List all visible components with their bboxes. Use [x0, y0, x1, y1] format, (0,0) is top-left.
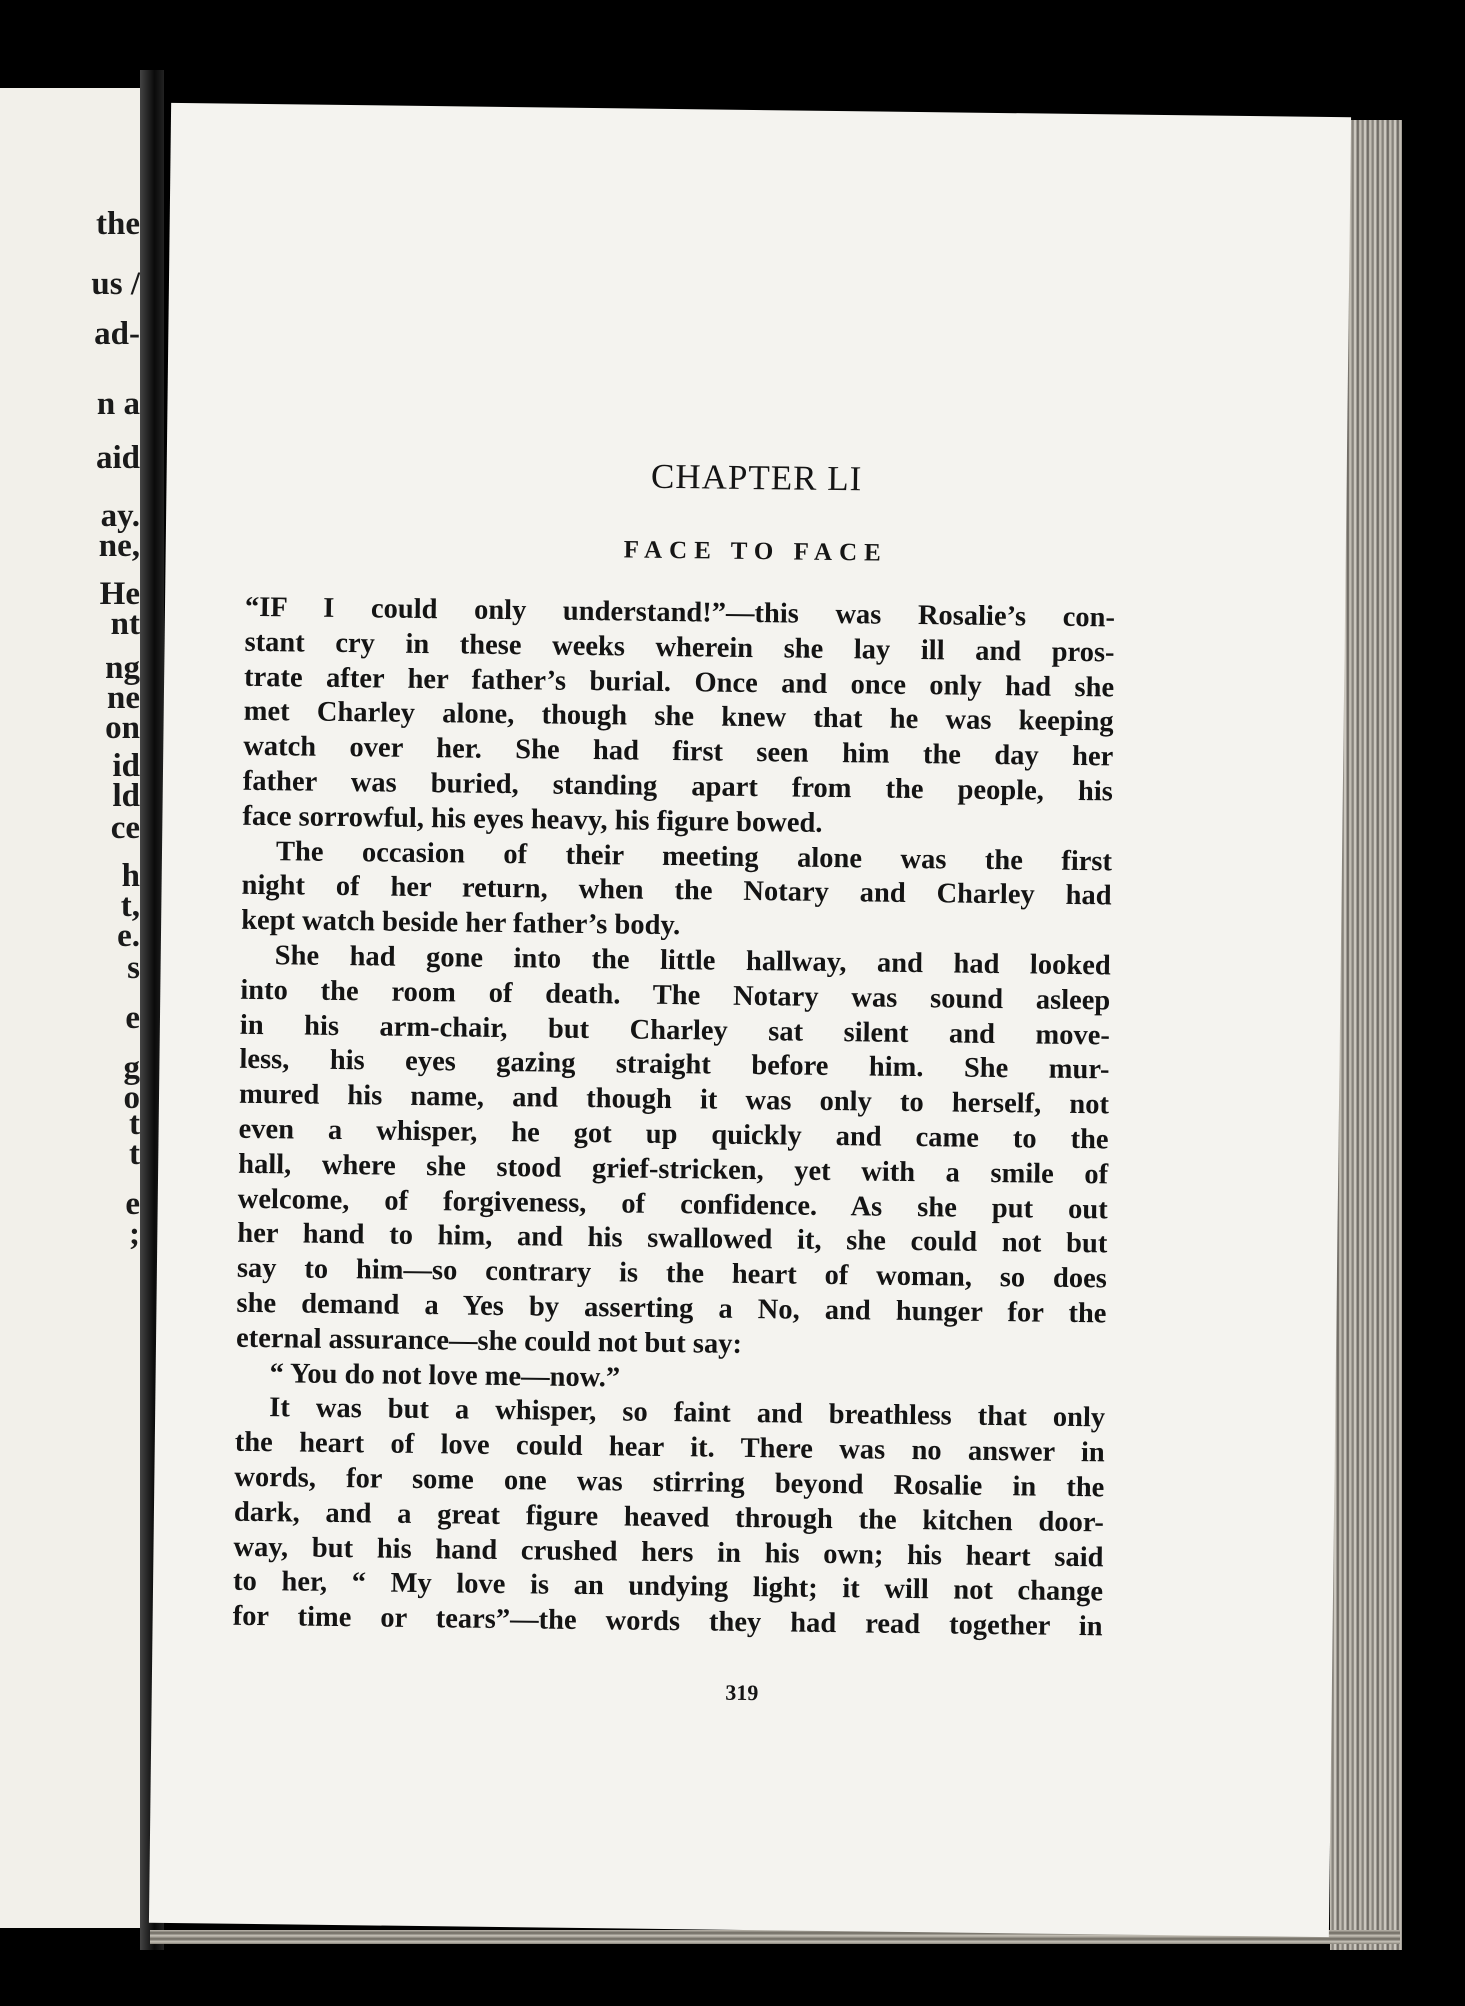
text-line: her hand to him, and his swallowed it, she could not but [237, 1218, 1108, 1260]
text-line: the heart of love could hear it. There was no answer in [234, 1426, 1105, 1469]
chapter-title: CHAPTER LI [650, 456, 863, 499]
facing-page-text: t [129, 1136, 140, 1172]
text-line: mured his name, and though it was only to herself, not [238, 1078, 1110, 1121]
facing-page-text: e. [117, 918, 140, 954]
facing-page-fragment [0, 88, 150, 1928]
text-line: to her, “ My love is an undying light; it will not change [232, 1566, 1104, 1608]
facing-page-text: ay. [100, 498, 140, 534]
facing-page-text: e [125, 1186, 140, 1222]
text-line: for time or tears”—the words they had read together in [232, 1600, 1103, 1643]
body-text [232, 591, 1115, 1645]
text-line: into the room of death. The Notary was sound asleep [240, 974, 1111, 1017]
text-line: The occasion of their meeting alone was the first [275, 835, 1113, 877]
text-line: “ You do not love me—now.” [269, 1357, 621, 1393]
facing-page-text: us / [91, 266, 140, 302]
text-line: kept watch beside her father’s body. [240, 904, 681, 942]
text-line: It was but a whisper, so faint and breathless that only [269, 1392, 1106, 1434]
text-line: say to him—so contrary is the heart of woman, so does [236, 1252, 1108, 1295]
book-page [149, 103, 1351, 1937]
facing-page-text: the [96, 206, 140, 242]
facing-page-text: e [125, 1000, 140, 1036]
text-line: welcome, of forgiveness, of confidence. As she put out [237, 1183, 1108, 1225]
text-line: father was buried, standing apart from the people, his [242, 765, 1114, 808]
facing-page-text: s [127, 950, 140, 986]
facing-page-text: t [129, 1106, 140, 1142]
section-title: FACE TO FACE [623, 536, 888, 567]
text-line: “IF I could only understand!”—this was Rosalie’s con- [244, 591, 1116, 634]
text-line: stant cry in these weeks wherein she lay ill and pros- [244, 626, 1115, 669]
facing-page-text: id [112, 748, 140, 784]
facing-page-text: o [123, 1080, 140, 1116]
text-line: night of her return, when the Notary and Charley had [241, 870, 1112, 912]
text-line: even a whisper, he got up quickly and came to the [238, 1113, 1109, 1156]
facing-page-text: ; [129, 1216, 140, 1252]
facing-page-text: t, [120, 888, 140, 924]
facing-page-text: on [105, 710, 140, 746]
text-line: face sorrowful, his eyes heavy, his figure bowed. [242, 800, 823, 839]
facing-page-text: h [121, 858, 140, 894]
facing-page-text: nt [110, 606, 140, 642]
text-line: way, but his hand crushed hers in his own; his heart said [233, 1531, 1104, 1573]
facing-page-text: ne [107, 680, 140, 716]
facing-page-text: n a [96, 386, 140, 422]
text-line: trate after her father’s burial. Once and once only had she [243, 661, 1115, 704]
facing-page-text: ld [112, 778, 140, 814]
text-line: She had gone into the little hallway, and had looked [274, 940, 1111, 982]
text-line: eternal assurance—she could not but say: [235, 1322, 743, 1360]
text-line: hall, where she stood grief-stricken, yet with a smile of [238, 1148, 1109, 1191]
page-number: 319 [725, 1679, 759, 1706]
facing-page-text: ce [110, 810, 140, 846]
text-line: in his arm-chair, but Charley sat silent and move- [239, 1009, 1111, 1051]
text-line: less, his eyes gazing straight before him. She mur- [239, 1044, 1110, 1086]
facing-page-text: He [99, 576, 140, 612]
text-line: dark, and a great figure heaved through the kitchen door- [233, 1496, 1105, 1539]
text-line: words, for some one was stirring beyond Rosalie in the [234, 1461, 1105, 1504]
facing-page-text: g [123, 1050, 140, 1086]
text-line: met Charley alone, though she knew that he was keeping [243, 696, 1114, 738]
text-line: she demand a Yes by asserting a No, and hunger for the [236, 1287, 1107, 1330]
facing-page-text: aid [95, 440, 140, 476]
facing-page-text: ad- [94, 316, 140, 352]
facing-page-text: ng [105, 650, 140, 686]
text-line: watch over her. She had first seen him the day her [243, 730, 1114, 773]
facing-page-text: ne, [98, 528, 140, 564]
